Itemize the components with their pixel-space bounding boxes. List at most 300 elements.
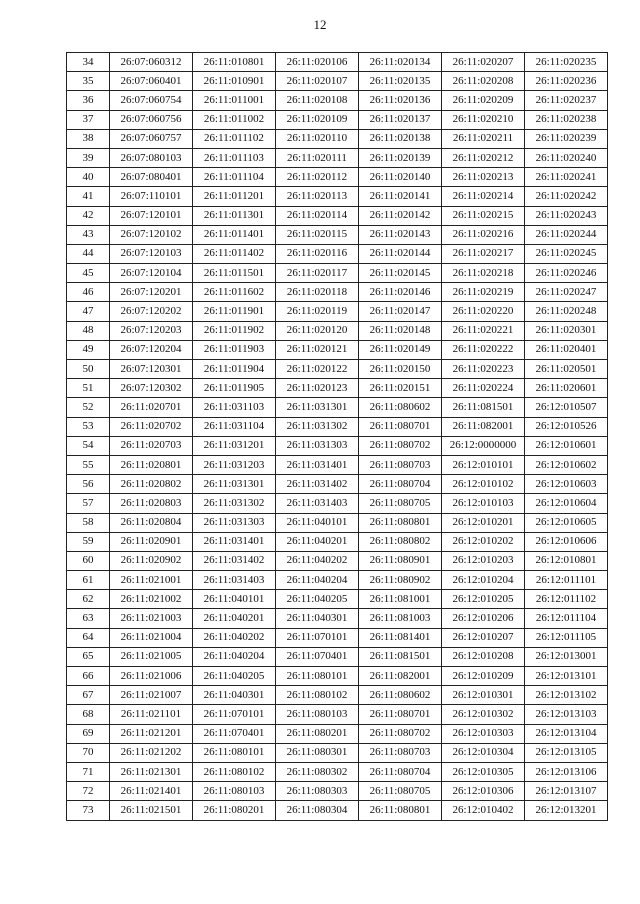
row-number-cell: 44 <box>67 244 110 263</box>
row-number-cell: 35 <box>67 72 110 91</box>
cadastral-number-cell: 26:11:080902 <box>359 571 442 590</box>
cadastral-number-cell: 26:12:010603 <box>525 475 608 494</box>
row-number-cell: 64 <box>67 628 110 647</box>
cadastral-number-cell: 26:12:010801 <box>525 551 608 570</box>
cadastral-number-cell: 26:11:080705 <box>359 782 442 801</box>
cadastral-number-cell: 26:11:081001 <box>359 590 442 609</box>
row-number-cell: 66 <box>67 667 110 686</box>
row-number-cell: 56 <box>67 475 110 494</box>
cadastral-number-cell: 26:11:080901 <box>359 551 442 570</box>
cadastral-number-cell: 26:11:040301 <box>276 609 359 628</box>
row-number-cell: 59 <box>67 532 110 551</box>
cadastral-number-cell: 26:11:011901 <box>193 302 276 321</box>
cadastral-number-cell: 26:12:010303 <box>442 724 525 743</box>
cadastral-number-cell: 26:12:010602 <box>525 455 608 474</box>
table-row <box>67 148 608 167</box>
cadastral-number-cell: 26:11:040204 <box>276 571 359 590</box>
table-row <box>67 628 608 647</box>
row-number-cell: 54 <box>67 436 110 455</box>
cadastral-number-cell: 26:11:020142 <box>359 206 442 225</box>
cadastral-number-cell: 26:11:020219 <box>442 283 525 302</box>
cadastral-number-cell: 26:11:031104 <box>193 417 276 436</box>
cadastral-number-cell: 26:11:020149 <box>359 340 442 359</box>
cadastral-number-cell: 26:11:020147 <box>359 302 442 321</box>
cadastral-number-cell: 26:11:020145 <box>359 264 442 283</box>
row-number-cell: 48 <box>67 321 110 340</box>
cadastral-number-cell: 26:11:020212 <box>442 148 525 167</box>
cadastral-number-cell: 26:11:082001 <box>442 417 525 436</box>
cadastral-number-cell: 26:12:010102 <box>442 475 525 494</box>
cadastral-number-cell: 26:07:120302 <box>110 379 193 398</box>
cadastral-number-cell: 26:11:080703 <box>359 455 442 474</box>
cadastral-number-cell: 26:07:060756 <box>110 110 193 129</box>
row-number-cell: 45 <box>67 264 110 283</box>
cadastral-number-cell: 26:11:020218 <box>442 264 525 283</box>
cadastral-number-cell: 26:11:011903 <box>193 340 276 359</box>
cadastral-number-cell: 26:12:010201 <box>442 513 525 532</box>
cadastral-number-cell: 26:07:060757 <box>110 129 193 148</box>
cadastral-number-cell: 26:07:120201 <box>110 283 193 302</box>
row-number-cell: 58 <box>67 513 110 532</box>
cadastral-number-cell: 26:11:011402 <box>193 244 276 263</box>
row-number-cell: 53 <box>67 417 110 436</box>
cadastral-number-cell: 26:11:080201 <box>276 724 359 743</box>
cadastral-number-cell: 26:11:020804 <box>110 513 193 532</box>
cadastral-number-cell: 26:11:040205 <box>193 667 276 686</box>
cadastral-number-cell: 26:11:020237 <box>525 91 608 110</box>
cadastral-number-cell: 26:11:080703 <box>359 743 442 762</box>
cadastral-number-cell: 26:11:082001 <box>359 667 442 686</box>
cadastral-number-cell: 26:11:081501 <box>442 398 525 417</box>
row-number-cell: 73 <box>67 801 110 820</box>
table-row <box>67 762 608 781</box>
cadastral-number-cell: 26:11:031403 <box>276 494 359 513</box>
cadastral-number-cell: 26:11:011201 <box>193 187 276 206</box>
cadastral-number-cell: 26:11:021301 <box>110 762 193 781</box>
cadastral-number-cell: 26:11:020247 <box>525 283 608 302</box>
row-number-cell: 55 <box>67 455 110 474</box>
row-number-cell: 47 <box>67 302 110 321</box>
cadastral-number-cell: 26:11:070101 <box>193 705 276 724</box>
cadastral-number-cell: 26:11:020221 <box>442 321 525 340</box>
cadastral-number-cell: 26:11:020107 <box>276 72 359 91</box>
cadastral-number-cell: 26:11:010801 <box>193 53 276 72</box>
cadastral-table <box>66 52 608 821</box>
cadastral-number-cell: 26:11:080702 <box>359 724 442 743</box>
cadastral-number-cell: 26:11:021501 <box>110 801 193 820</box>
cadastral-number-cell: 26:12:011102 <box>525 590 608 609</box>
cadastral-number-cell: 26:12:013201 <box>525 801 608 820</box>
cadastral-number-cell: 26:11:020115 <box>276 225 359 244</box>
cadastral-number-cell: 26:11:021005 <box>110 647 193 666</box>
table-row <box>67 225 608 244</box>
cadastral-number-cell: 26:11:080602 <box>359 686 442 705</box>
cadastral-number-cell: 26:11:021003 <box>110 609 193 628</box>
cadastral-number-cell: 26:11:020123 <box>276 379 359 398</box>
cadastral-number-cell: 26:12:010306 <box>442 782 525 801</box>
cadastral-number-cell: 26:12:010302 <box>442 705 525 724</box>
cadastral-number-cell: 26:11:020223 <box>442 360 525 379</box>
row-number-cell: 38 <box>67 129 110 148</box>
cadastral-number-cell: 26:12:010204 <box>442 571 525 590</box>
table-row <box>67 590 608 609</box>
cadastral-number-cell: 26:12:010206 <box>442 609 525 628</box>
cadastral-number-cell: 26:11:020116 <box>276 244 359 263</box>
cadastral-number-cell: 26:12:010526 <box>525 417 608 436</box>
cadastral-number-cell: 26:11:080602 <box>359 398 442 417</box>
cadastral-number-cell: 26:11:011905 <box>193 379 276 398</box>
cadastral-number-cell: 26:11:080704 <box>359 475 442 494</box>
table-row <box>67 91 608 110</box>
cadastral-number-cell: 26:11:040101 <box>193 590 276 609</box>
cadastral-number-cell: 26:11:080304 <box>276 801 359 820</box>
cadastral-number-cell: 26:07:120101 <box>110 206 193 225</box>
row-number-cell: 50 <box>67 360 110 379</box>
cadastral-number-cell: 26:11:020210 <box>442 110 525 129</box>
cadastral-number-cell: 26:11:081401 <box>359 628 442 647</box>
cadastral-number-cell: 26:12:010208 <box>442 647 525 666</box>
cadastral-number-cell: 26:11:020241 <box>525 168 608 187</box>
cadastral-number-cell: 26:11:031401 <box>193 532 276 551</box>
cadastral-number-cell: 26:11:020701 <box>110 398 193 417</box>
cadastral-number-cell: 26:11:020703 <box>110 436 193 455</box>
row-number-cell: 72 <box>67 782 110 801</box>
cadastral-number-cell: 26:11:080103 <box>193 782 276 801</box>
table-row <box>67 244 608 263</box>
table-row <box>67 340 608 359</box>
cadastral-number-cell: 26:11:020246 <box>525 264 608 283</box>
cadastral-number-cell: 26:11:011001 <box>193 91 276 110</box>
cadastral-number-cell: 26:12:010101 <box>442 455 525 474</box>
cadastral-number-cell: 26:11:020248 <box>525 302 608 321</box>
cadastral-number-cell: 26:11:011002 <box>193 110 276 129</box>
cadastral-number-cell: 26:11:081501 <box>359 647 442 666</box>
table-row <box>67 743 608 762</box>
table-row <box>67 475 608 494</box>
cadastral-number-cell: 26:11:020802 <box>110 475 193 494</box>
table-row <box>67 53 608 72</box>
cadastral-number-cell: 26:12:013106 <box>525 762 608 781</box>
table-row <box>67 417 608 436</box>
table-row <box>67 187 608 206</box>
cadastral-number-cell: 26:12:010606 <box>525 532 608 551</box>
cadastral-number-cell: 26:11:020150 <box>359 360 442 379</box>
cadastral-number-cell: 26:12:010103 <box>442 494 525 513</box>
cadastral-number-cell: 26:12:011104 <box>525 609 608 628</box>
cadastral-number-cell: 26:11:020113 <box>276 187 359 206</box>
cadastral-number-cell: 26:11:031303 <box>193 513 276 532</box>
cadastral-number-cell: 26:11:020118 <box>276 283 359 302</box>
cadastral-number-cell: 26:12:013103 <box>525 705 608 724</box>
table-row <box>67 724 608 743</box>
cadastral-number-cell: 26:11:040201 <box>193 609 276 628</box>
cadastral-number-cell: 26:11:080802 <box>359 532 442 551</box>
cadastral-number-cell: 26:11:020135 <box>359 72 442 91</box>
table-row <box>67 436 608 455</box>
cadastral-number-cell: 26:11:011102 <box>193 129 276 148</box>
cadastral-number-cell: 26:11:010901 <box>193 72 276 91</box>
cadastral-number-cell: 26:11:080301 <box>276 743 359 762</box>
cadastral-number-cell: 26:11:020244 <box>525 225 608 244</box>
table-row <box>67 532 608 551</box>
cadastral-number-cell: 26:11:020902 <box>110 551 193 570</box>
cadastral-number-cell: 26:11:080704 <box>359 762 442 781</box>
cadastral-number-cell: 26:11:080705 <box>359 494 442 513</box>
cadastral-number-cell: 26:12:013001 <box>525 647 608 666</box>
cadastral-number-cell: 26:12:010209 <box>442 667 525 686</box>
cadastral-number-cell: 26:11:020702 <box>110 417 193 436</box>
cadastral-number-cell: 26:07:080103 <box>110 148 193 167</box>
cadastral-number-cell: 26:11:070101 <box>276 628 359 647</box>
row-number-cell: 39 <box>67 148 110 167</box>
cadastral-number-cell: 26:11:020144 <box>359 244 442 263</box>
cadastral-number-cell: 26:11:020114 <box>276 206 359 225</box>
cadastral-number-cell: 26:11:020801 <box>110 455 193 474</box>
cadastral-number-cell: 26:12:013104 <box>525 724 608 743</box>
cadastral-number-cell: 26:11:020120 <box>276 321 359 340</box>
cadastral-number-cell: 26:12:010507 <box>525 398 608 417</box>
cadastral-number-cell: 26:11:080701 <box>359 417 442 436</box>
cadastral-number-cell: 26:07:120102 <box>110 225 193 244</box>
cadastral-number-cell: 26:11:020239 <box>525 129 608 148</box>
cadastral-number-cell: 26:11:021401 <box>110 782 193 801</box>
cadastral-number-cell: 26:11:020138 <box>359 129 442 148</box>
cadastral-number-cell: 26:11:040202 <box>193 628 276 647</box>
cadastral-number-cell: 26:11:011103 <box>193 148 276 167</box>
cadastral-number-cell: 26:12:0000000 <box>442 436 525 455</box>
cadastral-number-cell: 26:11:020143 <box>359 225 442 244</box>
cadastral-number-cell: 26:07:120104 <box>110 264 193 283</box>
table-row <box>67 302 608 321</box>
cadastral-number-cell: 26:11:021201 <box>110 724 193 743</box>
cadastral-number-cell: 26:11:011902 <box>193 321 276 340</box>
cadastral-number-cell: 26:12:010202 <box>442 532 525 551</box>
cadastral-number-cell: 26:11:020214 <box>442 187 525 206</box>
table-row <box>67 705 608 724</box>
cadastral-number-cell: 26:11:020151 <box>359 379 442 398</box>
cadastral-number-cell: 26:11:020240 <box>525 148 608 167</box>
cadastral-number-cell: 26:11:031402 <box>276 475 359 494</box>
cadastral-number-cell: 26:11:070401 <box>193 724 276 743</box>
row-number-cell: 40 <box>67 168 110 187</box>
row-number-cell: 43 <box>67 225 110 244</box>
table-row <box>67 609 608 628</box>
cadastral-number-cell: 26:11:020222 <box>442 340 525 359</box>
cadastral-number-cell: 26:11:080102 <box>276 686 359 705</box>
cadastral-number-cell: 26:11:031103 <box>193 398 276 417</box>
cadastral-number-cell: 26:11:020216 <box>442 225 525 244</box>
cadastral-number-cell: 26:11:021002 <box>110 590 193 609</box>
cadastral-number-cell: 26:11:011301 <box>193 206 276 225</box>
cadastral-number-cell: 26:12:010207 <box>442 628 525 647</box>
table-row <box>67 379 608 398</box>
cadastral-number-cell: 26:11:020122 <box>276 360 359 379</box>
cadastral-number-cell: 26:11:021004 <box>110 628 193 647</box>
cadastral-number-cell: 26:11:020243 <box>525 206 608 225</box>
cadastral-number-cell: 26:07:120203 <box>110 321 193 340</box>
cadastral-number-cell: 26:11:080801 <box>359 513 442 532</box>
cadastral-number-cell: 26:11:020211 <box>442 129 525 148</box>
cadastral-table-body <box>67 53 608 821</box>
row-number-cell: 70 <box>67 743 110 762</box>
cadastral-number-cell: 26:12:010301 <box>442 686 525 705</box>
cadastral-number-cell: 26:12:010304 <box>442 743 525 762</box>
cadastral-number-cell: 26:11:011501 <box>193 264 276 283</box>
cadastral-number-cell: 26:11:031301 <box>193 475 276 494</box>
cadastral-number-cell: 26:11:020208 <box>442 72 525 91</box>
cadastral-number-cell: 26:11:020213 <box>442 168 525 187</box>
cadastral-number-cell: 26:11:040301 <box>193 686 276 705</box>
cadastral-number-cell: 26:11:020235 <box>525 53 608 72</box>
table-row <box>67 360 608 379</box>
cadastral-number-cell: 26:11:020301 <box>525 321 608 340</box>
cadastral-number-cell: 26:11:020242 <box>525 187 608 206</box>
cadastral-number-cell: 26:11:020146 <box>359 283 442 302</box>
table-row <box>67 686 608 705</box>
table-row <box>67 513 608 532</box>
cadastral-number-cell: 26:11:080102 <box>193 762 276 781</box>
cadastral-number-cell: 26:11:080801 <box>359 801 442 820</box>
cadastral-number-cell: 26:11:020209 <box>442 91 525 110</box>
table-row <box>67 647 608 666</box>
cadastral-number-cell: 26:11:040202 <box>276 551 359 570</box>
cadastral-number-cell: 26:11:020119 <box>276 302 359 321</box>
cadastral-number-cell: 26:11:081003 <box>359 609 442 628</box>
cadastral-number-cell: 26:12:010305 <box>442 762 525 781</box>
table-row <box>67 206 608 225</box>
row-number-cell: 62 <box>67 590 110 609</box>
cadastral-number-cell: 26:11:020106 <box>276 53 359 72</box>
cadastral-number-cell: 26:12:010604 <box>525 494 608 513</box>
row-number-cell: 41 <box>67 187 110 206</box>
table-row <box>67 801 608 820</box>
cadastral-number-cell: 26:11:080701 <box>359 705 442 724</box>
row-number-cell: 69 <box>67 724 110 743</box>
row-number-cell: 60 <box>67 551 110 570</box>
cadastral-number-cell: 26:12:011105 <box>525 628 608 647</box>
table-row <box>67 321 608 340</box>
cadastral-number-cell: 26:07:060754 <box>110 91 193 110</box>
cadastral-number-cell: 26:11:020501 <box>525 360 608 379</box>
cadastral-number-cell: 26:11:011401 <box>193 225 276 244</box>
cadastral-number-cell: 26:11:020108 <box>276 91 359 110</box>
table-row <box>67 264 608 283</box>
cadastral-number-cell: 26:11:020141 <box>359 187 442 206</box>
cadastral-number-cell: 26:11:020112 <box>276 168 359 187</box>
cadastral-number-cell: 26:07:120202 <box>110 302 193 321</box>
cadastral-number-cell: 26:11:031201 <box>193 436 276 455</box>
cadastral-number-cell: 26:12:013102 <box>525 686 608 705</box>
cadastral-number-cell: 26:11:020220 <box>442 302 525 321</box>
row-number-cell: 49 <box>67 340 110 359</box>
cadastral-number-cell: 26:11:080101 <box>276 667 359 686</box>
table-row <box>67 551 608 570</box>
cadastral-number-cell: 26:11:020139 <box>359 148 442 167</box>
cadastral-number-cell: 26:11:040205 <box>276 590 359 609</box>
cadastral-number-cell: 26:11:080303 <box>276 782 359 801</box>
table-row <box>67 168 608 187</box>
cadastral-number-cell: 26:11:020238 <box>525 110 608 129</box>
cadastral-number-cell: 26:11:070401 <box>276 647 359 666</box>
cadastral-number-cell: 26:11:031402 <box>193 551 276 570</box>
table-row <box>67 398 608 417</box>
cadastral-number-cell: 26:11:021001 <box>110 571 193 590</box>
cadastral-number-cell: 26:11:021101 <box>110 705 193 724</box>
cadastral-number-cell: 26:11:021202 <box>110 743 193 762</box>
cadastral-number-cell: 26:11:040101 <box>276 513 359 532</box>
table-row <box>67 571 608 590</box>
page-number: 12 <box>313 17 327 32</box>
cadastral-number-cell: 26:11:031401 <box>276 455 359 474</box>
cadastral-number-cell: 26:12:013101 <box>525 667 608 686</box>
row-number-cell: 34 <box>67 53 110 72</box>
cadastral-number-cell: 26:11:031302 <box>193 494 276 513</box>
cadastral-number-cell: 26:11:020117 <box>276 264 359 283</box>
cadastral-number-cell: 26:11:020224 <box>442 379 525 398</box>
cadastral-number-cell: 26:11:031203 <box>193 455 276 474</box>
cadastral-number-cell: 26:11:020901 <box>110 532 193 551</box>
cadastral-number-cell: 26:11:020134 <box>359 53 442 72</box>
row-number-cell: 36 <box>67 91 110 110</box>
cadastral-number-cell: 26:11:080702 <box>359 436 442 455</box>
cadastral-number-cell: 26:07:120301 <box>110 360 193 379</box>
cadastral-number-cell: 26:11:020148 <box>359 321 442 340</box>
table-row <box>67 494 608 513</box>
row-number-cell: 71 <box>67 762 110 781</box>
cadastral-number-cell: 26:11:020110 <box>276 129 359 148</box>
cadastral-number-cell: 26:11:020601 <box>525 379 608 398</box>
cadastral-number-cell: 26:12:010402 <box>442 801 525 820</box>
cadastral-number-cell: 26:12:010601 <box>525 436 608 455</box>
cadastral-number-cell: 26:11:040201 <box>276 532 359 551</box>
cadastral-number-cell: 26:11:080103 <box>276 705 359 724</box>
cadastral-number-cell: 26:11:020136 <box>359 91 442 110</box>
cadastral-number-cell: 26:11:020140 <box>359 168 442 187</box>
cadastral-number-cell: 26:12:010605 <box>525 513 608 532</box>
table-row <box>67 782 608 801</box>
cadastral-number-cell: 26:11:031403 <box>193 571 276 590</box>
row-number-cell: 57 <box>67 494 110 513</box>
row-number-cell: 42 <box>67 206 110 225</box>
cadastral-number-cell: 26:11:031302 <box>276 417 359 436</box>
cadastral-number-cell: 26:11:011904 <box>193 360 276 379</box>
row-number-cell: 37 <box>67 110 110 129</box>
table-row <box>67 129 608 148</box>
cadastral-number-cell: 26:12:010205 <box>442 590 525 609</box>
cadastral-number-cell: 26:11:020137 <box>359 110 442 129</box>
cadastral-number-cell: 26:11:020121 <box>276 340 359 359</box>
row-number-cell: 52 <box>67 398 110 417</box>
cadastral-number-cell: 26:11:020111 <box>276 148 359 167</box>
row-number-cell: 63 <box>67 609 110 628</box>
cadastral-number-cell: 26:12:011101 <box>525 571 608 590</box>
cadastral-number-cell: 26:11:080302 <box>276 762 359 781</box>
row-number-cell: 67 <box>67 686 110 705</box>
row-number-cell: 61 <box>67 571 110 590</box>
table-row <box>67 455 608 474</box>
cadastral-number-cell: 26:12:010203 <box>442 551 525 570</box>
table-row <box>67 283 608 302</box>
row-number-cell: 68 <box>67 705 110 724</box>
cadastral-number-cell: 26:07:080401 <box>110 168 193 187</box>
cadastral-number-cell: 26:11:020109 <box>276 110 359 129</box>
cadastral-number-cell: 26:12:013105 <box>525 743 608 762</box>
cadastral-number-cell: 26:11:080201 <box>193 801 276 820</box>
cadastral-number-cell: 26:11:020401 <box>525 340 608 359</box>
row-number-cell: 65 <box>67 647 110 666</box>
cadastral-number-cell: 26:07:060401 <box>110 72 193 91</box>
cadastral-number-cell: 26:11:020245 <box>525 244 608 263</box>
